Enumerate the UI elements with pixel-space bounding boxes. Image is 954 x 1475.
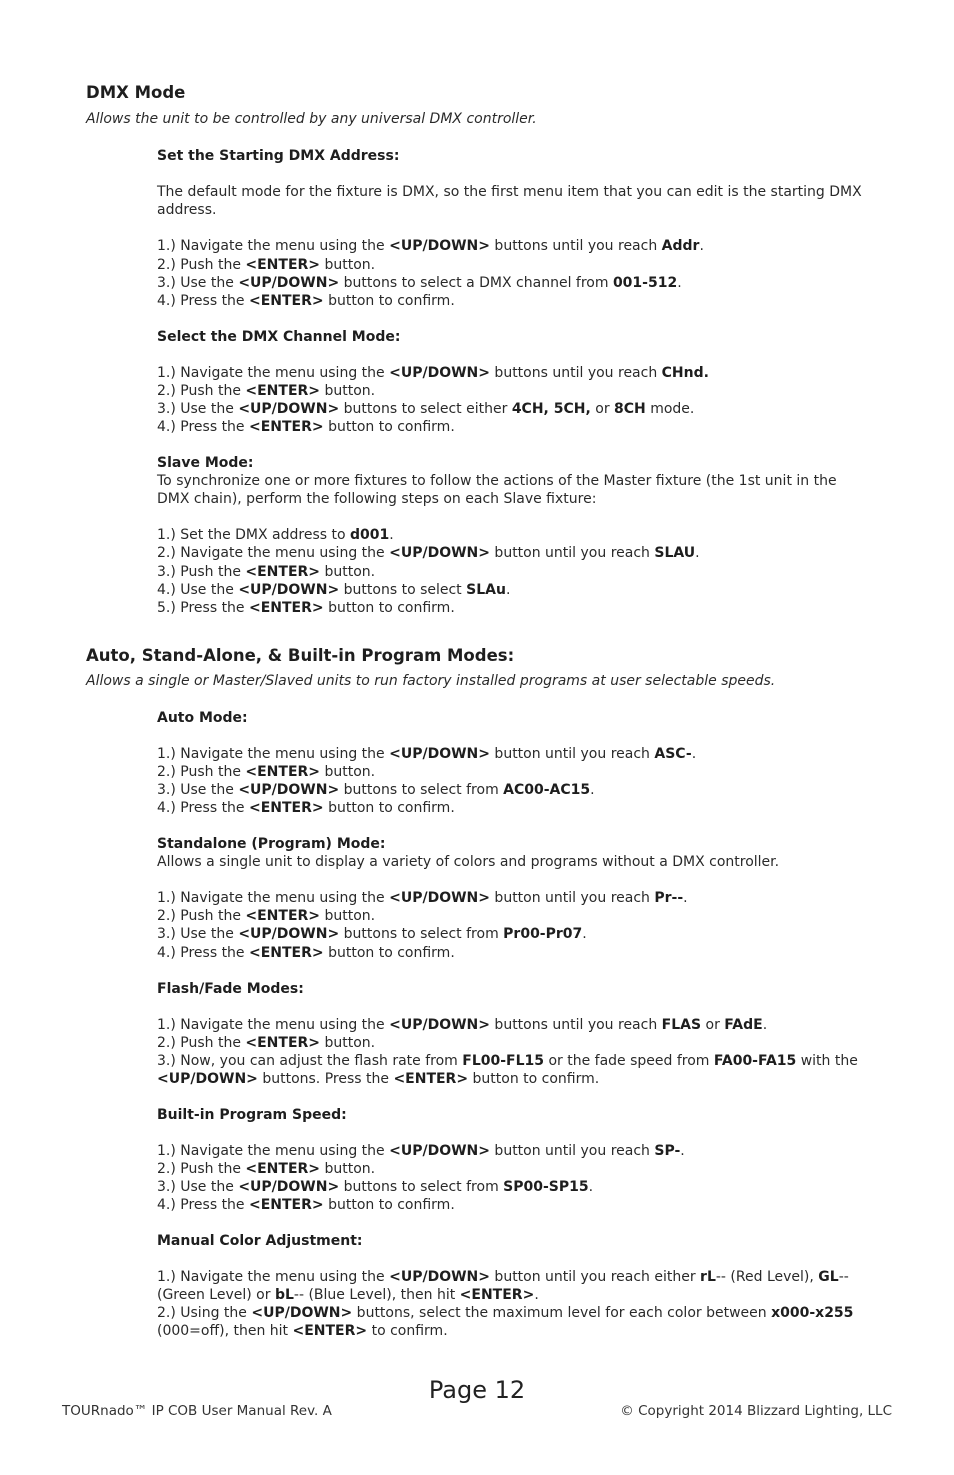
- bold-term: <UP/DOWN>: [389, 1269, 490, 1286]
- bold-term: <UP/DOWN>: [389, 890, 490, 907]
- bold-term: FAdE: [724, 1017, 763, 1034]
- bold-term: ASC-: [654, 746, 692, 763]
- bold-term: <UP/DOWN>: [389, 545, 490, 562]
- bold-term: <UP/DOWN>: [389, 365, 490, 382]
- step-line: 1.) Set the DMX address to d001.: [157, 527, 394, 544]
- bold-term: 8CH: [614, 401, 646, 418]
- bold-term: <ENTER>: [245, 563, 321, 580]
- bold-term: <ENTER>: [245, 383, 321, 400]
- bold-term: <ENTER>: [245, 256, 321, 273]
- step-line: 4.) Press the <ENTER> button to confirm.: [157, 292, 455, 309]
- bold-term: <UP/DOWN>: [238, 926, 340, 943]
- section-subtitle-auto-modes: Allows a single or Master/Slaved units to run factory installed programs at user selectable speeds.: [86, 673, 776, 689]
- slave-mode-block: [157, 454, 872, 617]
- bold-term: <UP/DOWN>: [389, 1143, 490, 1160]
- step-line: 4.) Press the <ENTER> button to confirm.: [157, 944, 455, 961]
- bold-term: AC00-AC15: [503, 782, 591, 799]
- standalone-mode-block: [157, 835, 872, 962]
- bold-term: <ENTER>: [245, 764, 321, 781]
- bold-term: <ENTER>: [245, 1161, 321, 1178]
- auto-mode-block: [157, 709, 872, 818]
- bold-term: <ENTER>: [393, 1071, 469, 1088]
- bold-term: <UP/DOWN>: [238, 401, 340, 418]
- step-line: 3.) Now, you can adjust the flash rate from FL00-FL15 or the fade speed from FA00-FA15 with the <UP/DOWN> buttons. Press the <ENTER> button to confirm.: [157, 1053, 858, 1088]
- bold-term: <UP/DOWN>: [238, 782, 340, 799]
- bold-term: <UP/DOWN>: [389, 1017, 490, 1034]
- step-line: 2.) Push the <ENTER> button.: [157, 383, 376, 400]
- step-line: 2.) Push the <ENTER> button.: [157, 764, 376, 781]
- section-heading-auto-modes: Auto, Stand-Alone, & Built-in Program Modes:: [86, 646, 515, 665]
- step-line: 4.) Press the <ENTER> button to confirm.: [157, 419, 455, 436]
- bold-term: 4CH, 5CH,: [511, 401, 591, 418]
- step-line: 1.) Navigate the menu using the <UP/DOWN> buttons until you reach FLAS or FAdE.: [157, 1017, 768, 1034]
- bold-term: FLAS: [661, 1017, 702, 1034]
- subsection-title: Slave Mode:: [157, 455, 254, 471]
- bold-term: GL: [818, 1269, 839, 1286]
- subsection-title: Set the Starting DMX Address:: [157, 148, 400, 164]
- section-heading-dmx-mode: DMX Mode: [86, 83, 186, 102]
- bold-term: SP-: [654, 1143, 681, 1160]
- bold-term: SLAu: [466, 581, 506, 598]
- step-line: 3.) Use the <UP/DOWN> buttons to select a DMX channel from 001-512.: [157, 274, 682, 291]
- step-line: 1.) Navigate the menu using the <UP/DOWN> buttons until you reach CHnd.: [157, 365, 709, 382]
- bold-term: <UP/DOWN>: [238, 274, 340, 291]
- bold-term: <ENTER>: [249, 419, 324, 436]
- subsection-title: Built-in Program Speed:: [157, 1107, 347, 1123]
- bold-term: x000-x255: [771, 1305, 854, 1322]
- bold-term: d001: [350, 527, 390, 544]
- step-line: 1.) Navigate the menu using the <UP/DOWN> button until you reach ASC-.: [157, 746, 697, 763]
- bold-term: <UP/DOWN>: [238, 1179, 340, 1196]
- step-line: 4.) Press the <ENTER> button to confirm.: [157, 1197, 455, 1214]
- step-line: 3.) Use the <UP/DOWN> buttons to select from AC00-AC15.: [157, 782, 595, 799]
- flash-fade-block: [157, 980, 872, 1089]
- dmx-address-block: [157, 147, 872, 310]
- bold-term: <UP/DOWN>: [389, 746, 490, 763]
- intro-paragraph: To synchronize one or more fixtures to follow the actions of the Master fixture (the 1st unit in the DMX chain), perform the following steps on each Slave fixture:: [157, 473, 837, 508]
- bold-term: <UP/DOWN>: [389, 238, 490, 255]
- step-line: 2.) Push the <ENTER> button.: [157, 908, 376, 925]
- bold-term: <UP/DOWN>: [251, 1305, 353, 1322]
- bold-term: <ENTER>: [249, 944, 324, 961]
- subsection-title: Flash/Fade Modes:: [157, 981, 304, 997]
- step-line: 5.) Press the <ENTER> button to confirm.: [157, 599, 455, 616]
- bold-term: <ENTER>: [249, 1197, 324, 1214]
- subsection-title: Manual Color Adjustment:: [157, 1233, 363, 1249]
- step-line: 2.) Navigate the menu using the <UP/DOWN> button until you reach SLAU.: [157, 545, 700, 562]
- bold-term: SP00-SP15: [503, 1179, 589, 1196]
- step-line: 4.) Use the <UP/DOWN> buttons to select SLAu.: [157, 581, 511, 598]
- step-line: 2.) Push the <ENTER> button.: [157, 1035, 376, 1052]
- subsection-title: Auto Mode:: [157, 710, 248, 726]
- program-speed-block: [157, 1106, 872, 1215]
- step-line: 3.) Use the <UP/DOWN> buttons to select from Pr00-Pr07.: [157, 926, 587, 943]
- bold-term: <ENTER>: [249, 292, 324, 309]
- bold-term: Addr: [661, 238, 700, 255]
- bold-term: <ENTER>: [249, 800, 324, 817]
- intro-paragraph: Allows a single unit to display a variety of colors and programs without a DMX controller.: [157, 854, 780, 871]
- bold-term: 001-512: [612, 274, 678, 291]
- bold-term: <UP/DOWN>: [157, 1071, 258, 1088]
- bold-term: Pr--: [654, 890, 684, 907]
- page-number: Page 12: [428, 1376, 526, 1404]
- step-line: 2.) Push the <ENTER> button.: [157, 1161, 376, 1178]
- bold-term: <ENTER>: [249, 599, 324, 616]
- footer-manual-title: TOURnado™ IP COB User Manual Rev. A: [62, 1403, 332, 1419]
- bold-term: FA00-FA15: [713, 1053, 797, 1070]
- step-line: 4.) Press the <ENTER> button to confirm.: [157, 800, 455, 817]
- subsection-title: Standalone (Program) Mode:: [157, 836, 386, 852]
- bold-term: <ENTER>: [245, 1035, 321, 1052]
- bold-term: bL: [274, 1287, 294, 1304]
- step-line: 1.) Navigate the menu using the <UP/DOWN> button until you reach SP-.: [157, 1143, 685, 1160]
- dmx-channel-mode-block: [157, 328, 872, 437]
- bold-term: Pr00-Pr07: [503, 926, 583, 943]
- step-line: 2.) Using the <UP/DOWN> buttons, select the maximum level for each color between x000-x255 (000=off), then hit <ENTER> to confirm.: [157, 1305, 854, 1340]
- step-line: 1.) Navigate the menu using the <UP/DOWN> button until you reach either rL-- (Red Level), GL-- (Green Level) or bL-- (Blue Level), then hit <ENTER>.: [157, 1269, 849, 1304]
- step-line: 3.) Push the <ENTER> button.: [157, 563, 376, 580]
- step-line: 2.) Push the <ENTER> button.: [157, 256, 376, 273]
- intro-paragraph: The default mode for the fixture is DMX, so the first menu item that you can edit is the starting DMX address.: [157, 184, 862, 219]
- bold-term: rL: [700, 1269, 716, 1286]
- step-line: 1.) Navigate the menu using the <UP/DOWN> buttons until you reach Addr.: [157, 238, 704, 255]
- section-subtitle-dmx-mode: Allows the unit to be controlled by any universal DMX controller.: [86, 111, 537, 127]
- bold-term: <ENTER>: [292, 1323, 368, 1340]
- step-line: 1.) Navigate the menu using the <UP/DOWN> button until you reach Pr--.: [157, 890, 688, 907]
- bold-term: <ENTER>: [245, 908, 321, 925]
- bold-term: <UP/DOWN>: [238, 581, 340, 598]
- bold-term: CHnd.: [661, 365, 709, 382]
- bold-term: <ENTER>: [459, 1287, 535, 1304]
- footer-copyright: © Copyright 2014 Blizzard Lighting, LLC: [620, 1403, 892, 1419]
- step-line: 3.) Use the <UP/DOWN> buttons to select either 4CH, 5CH, or 8CH mode.: [157, 401, 695, 418]
- manual-color-block: [157, 1232, 872, 1341]
- bold-term: SLAU: [654, 545, 696, 562]
- step-line: 3.) Use the <UP/DOWN> buttons to select from SP00-SP15.: [157, 1179, 594, 1196]
- subsection-title: Select the DMX Channel Mode:: [157, 329, 401, 345]
- bold-term: FL00-FL15: [462, 1053, 545, 1070]
